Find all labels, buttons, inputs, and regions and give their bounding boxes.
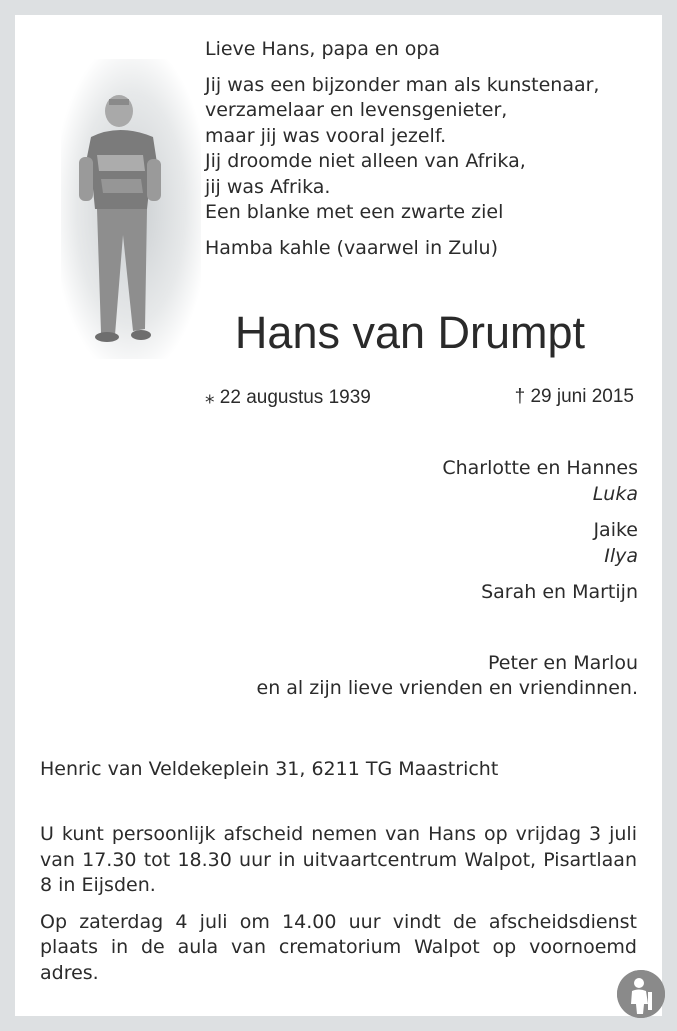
poem-line: verzamelaar en levensgenieter, [205, 99, 508, 121]
poem-line: jij was Afrika. [205, 175, 331, 198]
poem-line: maar jij was vooral jezelf. [205, 124, 447, 147]
obituary-card [15, 15, 662, 1016]
visitation-text: U kunt persoonlijk afscheid nemen van Hans op vrijdag 3 juli van 17.30 tot 18.30 uur in uitvaartcentrum Walpot, Pisartlaan 8 in Eijsden. [40, 823, 637, 896]
family-group [118, 456, 638, 507]
family-member: Jaike [593, 519, 638, 541]
birth-date: 22 augustus 1939 [219, 387, 371, 408]
salutation: Lieve Hans, papa en opa [205, 38, 441, 60]
grandchild: Luka [592, 482, 638, 505]
family-group [118, 518, 638, 569]
poem-verse [205, 73, 665, 226]
family-group [118, 651, 638, 677]
deceased-name: Hans van Drumpt [234, 307, 586, 358]
poem-line: Een blanke met een zwarte ziel [205, 201, 504, 223]
family-closing: en al zijn lieve vrienden en vriendinnen. [256, 677, 638, 699]
asterisk-icon: ⁎ [205, 387, 215, 408]
death-date-line [515, 386, 634, 408]
cross-icon: † [514, 386, 526, 407]
farewell-line: Hamba kahle (vaarwel in Zulu) [205, 236, 498, 259]
family-member: Sarah en Martijn [481, 581, 638, 603]
family-member: Peter en Marlou [487, 651, 638, 674]
family-group [118, 580, 638, 606]
funeral-details [40, 822, 637, 997]
home-address: Henric van Veldekeplein 31, 6211 TG Maastricht [40, 758, 499, 780]
poem [205, 37, 665, 261]
poem-line: Jij was een bijzonder man als kunstenaar, [205, 73, 600, 96]
family-list [118, 456, 638, 702]
grandchild: Ilya [604, 544, 638, 567]
figure-logo-icon [617, 970, 665, 1018]
family-member: Charlotte en Hannes [442, 457, 638, 479]
death-date: 29 juni 2015 [530, 386, 634, 407]
poem-line: Jij droomde niet alleen van Afrika, [205, 150, 526, 172]
birth-date-line [205, 386, 371, 409]
service-text: Op zaterdag 4 juli om 14.00 uur vindt de afscheidsdienst plaats in de aula van crematorium Walpot op voornoemd adres. [40, 910, 637, 984]
